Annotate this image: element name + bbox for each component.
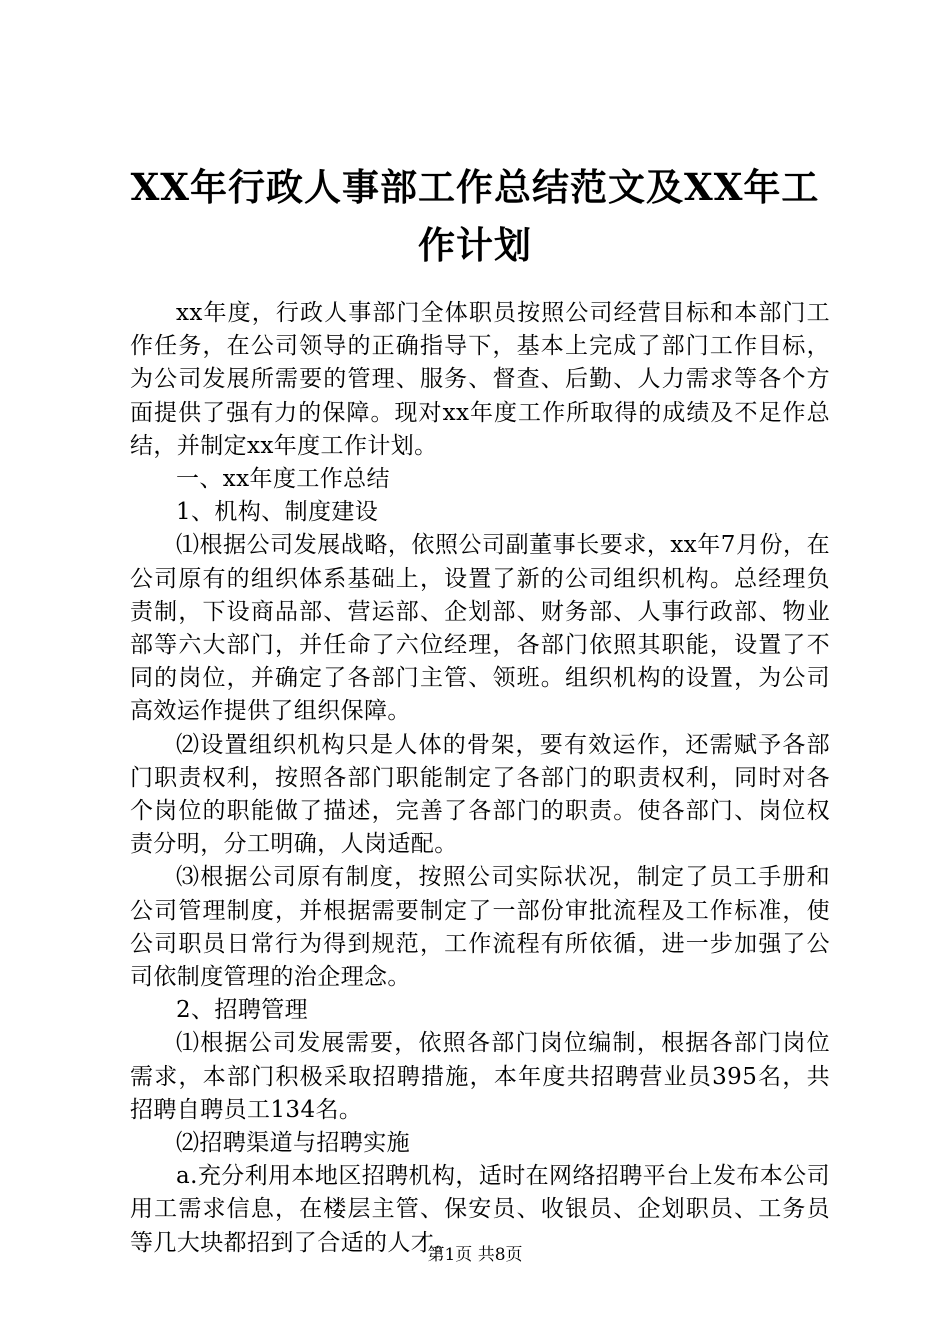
paragraph-recruit-a: a.充分利用本地区招聘机构，适时在网络招聘平台上发布本公司用工需求信息，在楼层主管、保安员、收银员、企划职员、工务员等几大块都招到了合适的人才。 [130,1163,830,1256]
paragraph-org-2: ⑵设置组织机构只是人体的骨架，要有效运作，还需赋予各部门职责权利，按照各部门职能制定了各部门的职责权利，同时对各个岗位的职能做了描述，完善了各部门的职责。使各部门、岗位权责分明，分工明确，人岗适配。 [130,731,830,858]
paragraph-org-1: ⑴根据公司发展战略，依照公司副董事长要求，xx年7月份，在公司原有的组织体系基础上，设置了新的公司组织机构。总经理负责制，下设商品部、营运部、企划部、财务部、人事行政部、物业部等六大部门，并任命了六位经理，各部门依照其职能，设置了不同的岗位，并确定了各部门主管、领班。组织机构的设置，为公司高效运作提供了组织保障。 [130,532,830,725]
subsection-heading-organization: 1、机构、制度建设 [176,499,379,526]
paragraph-recruit-1: ⑴根据公司发展需要，依照各部门岗位编制，根据各部门岗位需求，本部门积极采取招聘措施，本年度共招聘营业员395名，共招聘自聘员工134名。 [130,1030,830,1123]
paragraph-org-3: ⑶根据公司原有制度，按照公司实际状况，制定了员工手册和公司管理制度，并根据需要制定了一部份审批流程及工作标准，使公司职员日常行为得到规范，工作流程有所依循，进一步加强了公司依制度管理的治企理念。 [130,864,830,991]
page-footer: 第1页 共8页 [427,1245,523,1265]
subsection-heading-recruitment: 2、招聘管理 [176,997,309,1024]
document-title: XX年行政人事部工作总结范文及XX年工作计划 [130,165,820,267]
paragraph-intro: xx年度，行政人事部门全体职员按照公司经营目标和本部门工作任务，在公司领导的正确指导下，基本上完成了部门工作目标，为公司发展所需要的管理、服务、督查、后勤、人力需求等各个方面提供了强有力的保障。现对xx年度工作所取得的成绩及不足作总结，并制定xx年度工作计划。 [130,300,830,459]
document-body [130,297,830,1260]
section-heading-summary: 一、xx年度工作总结 [176,466,390,493]
paragraph-recruit-2: ⑵招聘渠道与招聘实施 [176,1130,410,1157]
